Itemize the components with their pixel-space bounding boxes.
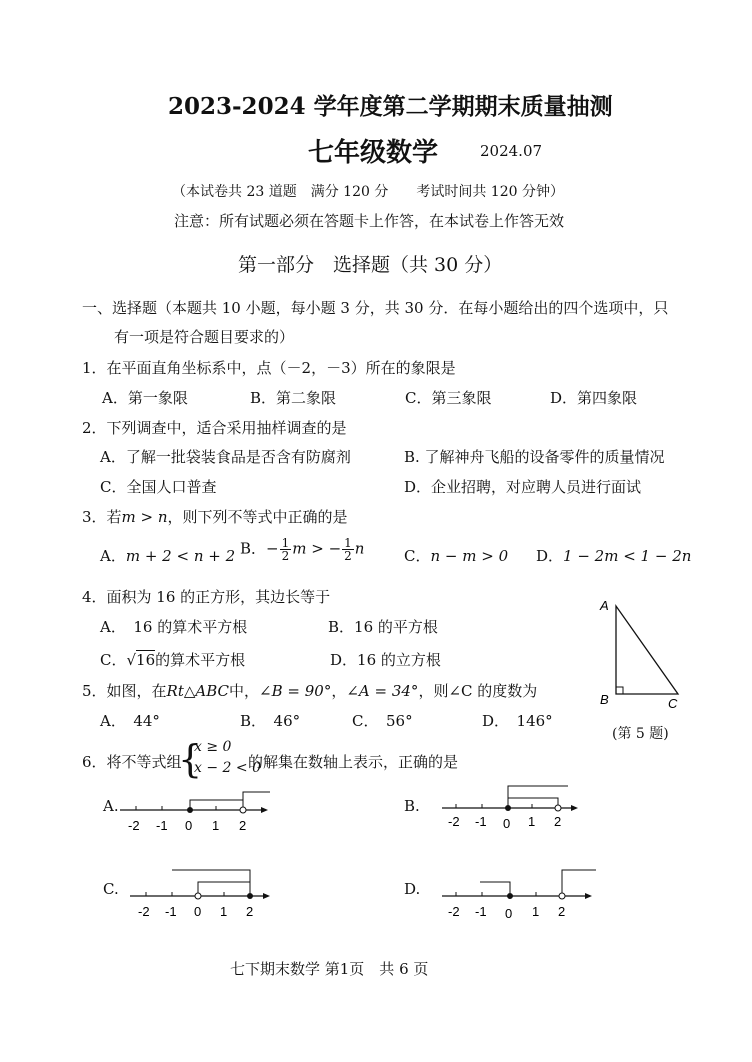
exam-notice: 注意：所有试题必须在答题卡上作答，在本试卷上作答无效	[174, 212, 565, 230]
axis-arrow	[571, 805, 578, 811]
q3-option-a	[100, 545, 235, 566]
q3-stem-post: ，则下列不等式中正确的是	[167, 508, 348, 526]
filled-point	[247, 893, 253, 899]
q5-figure-caption: (第 5 题)	[612, 726, 669, 742]
q3-option-d	[536, 545, 691, 566]
solution-bracket	[562, 870, 596, 896]
q3-option-b-fraction-2	[342, 537, 354, 562]
exam-subject: 七年级数学	[308, 138, 439, 168]
q5-stem-post: ，则∠C 的度数为	[418, 682, 538, 700]
solution-bracket	[508, 786, 568, 798]
tick-label: -2	[448, 904, 460, 919]
open-point	[240, 807, 246, 813]
tick-label: 1	[528, 814, 536, 829]
frac-denominator: 2	[281, 549, 290, 563]
q1-option-a: A．第一象限	[102, 389, 188, 407]
q6-option-d-label: D.	[404, 880, 421, 898]
tick-label: 1	[532, 904, 540, 919]
q6-inequality-2: x − 2 < 0	[194, 760, 261, 776]
q3-stem-pre: 3．若	[82, 508, 122, 526]
q6-stem-pre: 6．将不等式组	[82, 753, 182, 771]
q4-option-c-radicand: 16	[136, 651, 156, 669]
q3-option-b-post: n	[354, 539, 365, 558]
tick-label: -1	[475, 814, 487, 829]
q4-option-b: B．16 的平方根	[328, 618, 438, 636]
tick-label: -2	[448, 814, 460, 829]
open-point	[555, 805, 561, 811]
tick-label: 2	[239, 818, 247, 833]
q4-stem: 4．面积为 16 的正方形，其边长等于	[82, 588, 331, 606]
q2-option-c: C．全国人口普查	[100, 478, 217, 496]
open-point	[559, 893, 565, 899]
q4-option-a: A． 16 的算术平方根	[100, 618, 248, 636]
q3-option-b-label: B．	[240, 539, 267, 558]
exam-info: （本试卷共 23 道题 满分 120 分 考试时间共 120 分钟）	[172, 184, 564, 200]
solution-bracket	[243, 792, 270, 810]
q5-stem-angle-b: ∠B = 90°	[259, 682, 332, 700]
q2-option-d: D．企业招聘，对应聘人员进行面试	[404, 478, 642, 496]
filled-point	[505, 805, 511, 811]
q3-option-c-math: n − m > 0	[430, 547, 509, 565]
q3-option-c-label: C．	[404, 547, 431, 565]
q2-stem: 2．下列调查中，适合采用抽样调查的是	[82, 419, 347, 437]
tick-label: 2	[558, 904, 566, 919]
tick-label: -1	[475, 904, 487, 919]
solution-bracket	[480, 882, 510, 896]
vertex-c-label: C	[668, 696, 678, 711]
q6-number-line-a	[118, 788, 278, 838]
tick-label: 0	[505, 906, 513, 921]
frac-numerator: 1	[281, 536, 290, 550]
q5-stem-triangle: Rt△ABC	[166, 682, 230, 700]
open-point	[195, 893, 201, 899]
q3-option-b	[240, 537, 364, 562]
tick-label: -1	[165, 904, 177, 919]
q3-option-d-label: D．	[536, 547, 564, 565]
tick-label: 0	[503, 816, 511, 831]
q3-option-b-mid: m > −	[292, 539, 342, 558]
tick-label: 0	[185, 818, 193, 833]
q6-inequality-1: x ≥ 0	[194, 739, 232, 755]
right-angle-mark	[616, 687, 623, 694]
exam-date: 2024.07	[480, 142, 543, 160]
q5-stem-mid: 中，	[229, 682, 260, 700]
q5-stem	[82, 680, 537, 701]
vertex-b-label: B	[600, 692, 609, 707]
q4-option-c-label: C．	[100, 651, 127, 669]
tick-label: -1	[156, 818, 168, 833]
q3-option-b-minus: −	[266, 539, 279, 558]
page-footer: 七下期末数学 第1页 共 6 页	[230, 960, 429, 978]
axis-arrow	[263, 893, 270, 899]
q6-number-line-d	[440, 866, 610, 922]
q2-option-a: A．了解一批袋装食品是否含有防腐剂	[100, 448, 351, 466]
tick-label: 1	[220, 904, 228, 919]
tick-label: -2	[138, 904, 150, 919]
tick-label: 2	[246, 904, 254, 919]
tick-label: -2	[128, 818, 140, 833]
q6-option-a-label: A.	[103, 797, 119, 815]
q1-option-c: C．第三象限	[405, 389, 492, 407]
q6-option-c-label: C.	[103, 880, 119, 898]
solution-bracket	[172, 870, 250, 896]
q4-option-c	[100, 649, 245, 670]
q1-stem: 1．在平面直角坐标系中，点（－2，－3）所在的象限是	[82, 359, 456, 377]
axis-arrow	[585, 893, 592, 899]
axis-arrow	[261, 807, 268, 813]
q3-option-b-fraction-1	[280, 537, 292, 562]
q5-option-b: B． 46°	[240, 712, 301, 730]
solution-bracket	[508, 798, 558, 808]
q3-stem-math: m > n	[121, 508, 168, 526]
q6-number-line-b	[440, 782, 590, 832]
q5-option-d: D． 146°	[482, 712, 553, 730]
filled-point	[507, 893, 513, 899]
q2-option-b: B. 了解神舟飞船的设备零件的质量情况	[404, 448, 665, 466]
q3-option-a-label: A．	[100, 547, 126, 565]
filled-point	[187, 807, 193, 813]
tick-label: 1	[212, 818, 220, 833]
section1-instructions-line2: 有一项是符合题目要求的）	[114, 328, 295, 346]
q6-system-brace: {	[178, 737, 203, 781]
q3-stem	[82, 506, 348, 527]
q4-option-c-post: 的算术平方根	[155, 651, 246, 669]
tick-label: 0	[194, 904, 202, 919]
q1-option-b: B．第二象限	[250, 389, 337, 407]
q1-option-d: D．第四象限	[550, 389, 638, 407]
q6-option-b-label: B.	[404, 797, 420, 815]
tick-label: 2	[554, 814, 562, 829]
q6-number-line-c	[128, 866, 278, 922]
q3-option-a-math: m + 2 < n + 2	[125, 547, 236, 565]
q6-stem-post: 的解集在数轴上表示，正确的是	[248, 753, 459, 771]
q5-option-c: C． 56°	[352, 712, 413, 730]
exam-title: 2023-2024 学年度第二学期期末质量抽测	[168, 93, 613, 120]
sqrt-symbol: √	[126, 651, 137, 669]
q5-option-a: A． 44°	[100, 712, 160, 730]
section1-instructions-line1: 一、选择题（本题共 10 小题，每小题 3 分，共 30 分．在每小题给出的四个选项中，只	[82, 299, 669, 317]
q5-stem-pre: 5．如图，在	[82, 682, 167, 700]
vertex-a-label: A	[600, 598, 609, 613]
q4-option-d: D．16 的立方根	[330, 651, 441, 669]
q5-triangle-figure	[596, 596, 692, 712]
frac-numerator: 1	[344, 536, 352, 550]
frac-denominator: 2	[344, 549, 352, 563]
triangle-shape	[616, 606, 678, 694]
q5-stem-sep: ，	[331, 682, 347, 700]
q5-stem-angle-a: ∠A = 34°	[346, 682, 419, 700]
q3-option-d-math: 1 − 2m < 1 − 2n	[563, 547, 692, 565]
part1-heading: 第一部分 选择题（共 30 分）	[238, 254, 503, 276]
q3-option-c	[404, 545, 508, 566]
